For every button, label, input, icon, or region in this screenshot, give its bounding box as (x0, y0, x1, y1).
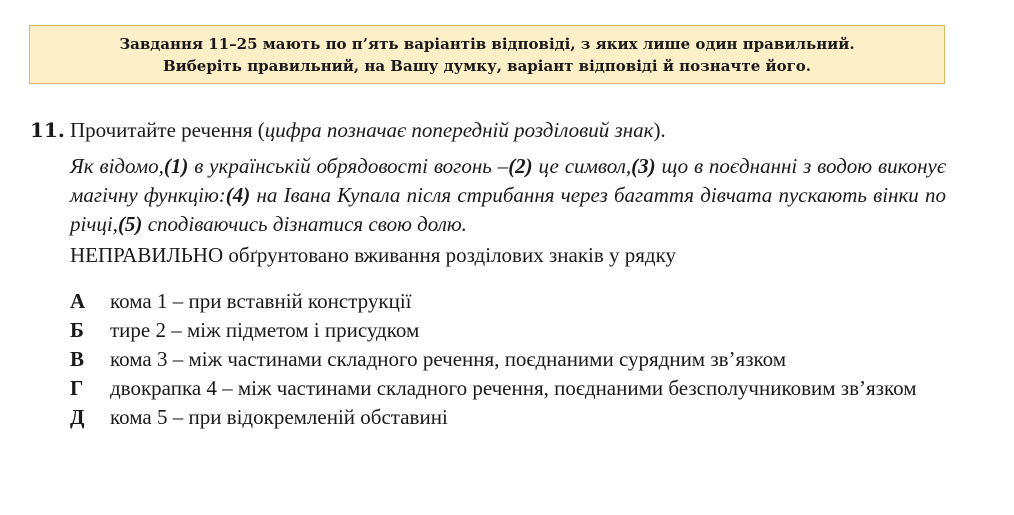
option-letter: А (70, 289, 86, 313)
answer-options (70, 287, 946, 432)
answer-option-a (70, 287, 946, 316)
sentence-part: в українській обрядовості вогонь – (188, 154, 509, 178)
punctuation-marker-5: (5) (117, 212, 143, 236)
sentence-part: це символ, (532, 154, 632, 178)
option-letter: Б (70, 318, 84, 342)
option-text: кома 3 – між частинами складного речення, поєднаними сурядним зв’язком (110, 347, 787, 371)
sentence-part: на Івана Купала після стрибання через багаття дівчата пускають вінки по річці, (70, 183, 946, 236)
option-text: кома 1 – при вставній конструкції (110, 289, 412, 313)
sentence-part: що в поєднанні з водою виконує магічну функцію: (70, 154, 946, 207)
answer-option-h (70, 374, 946, 403)
instructions-line-1: Завдання 11–25 мають по п’ять варіантів відповіді, з яких лише один правильний. (119, 34, 855, 53)
option-letter: В (70, 347, 85, 371)
option-letter: Г (70, 376, 84, 400)
answer-option-v (70, 345, 946, 374)
task-instruction (70, 116, 946, 144)
punctuation-marker-4: (4) (225, 183, 251, 207)
instructions-line-2: Виберіть правильний, на Вашу думку, варіант відповіді й позначте його. (162, 56, 812, 75)
answer-option-b (70, 316, 946, 345)
task-question: НЕПРАВИЛЬНО обґрунтовано вживання розділових знаків у рядку (70, 243, 677, 267)
sentence-part: Як відомо, (70, 154, 164, 178)
punctuation-marker-2: (2) (508, 154, 533, 178)
punctuation-marker-1: (1) (163, 154, 189, 178)
instruction-end: ). (653, 118, 666, 142)
task-sentence (70, 152, 946, 239)
sentence-part: сподіваючись дізнатися свою долю. (142, 212, 467, 236)
option-text: тире 2 – між підметом і присудком (110, 318, 420, 342)
instructions-banner (29, 25, 945, 84)
answer-option-d (70, 403, 946, 432)
option-text: кома 5 – при відокремленій обставині (110, 405, 448, 429)
instruction-note: цифра позначає попередній розділовий знак (264, 118, 654, 142)
punctuation-marker-3: (3) (631, 154, 656, 178)
task-number: 11. (30, 118, 65, 142)
instruction-main: Прочитайте речення ( (70, 118, 265, 142)
task-body (70, 116, 946, 432)
option-text: двокрапка 4 – між частинами складного речення, поєднаними безсполучниковим зв’язком (110, 376, 917, 400)
option-letter: Д (70, 405, 85, 429)
